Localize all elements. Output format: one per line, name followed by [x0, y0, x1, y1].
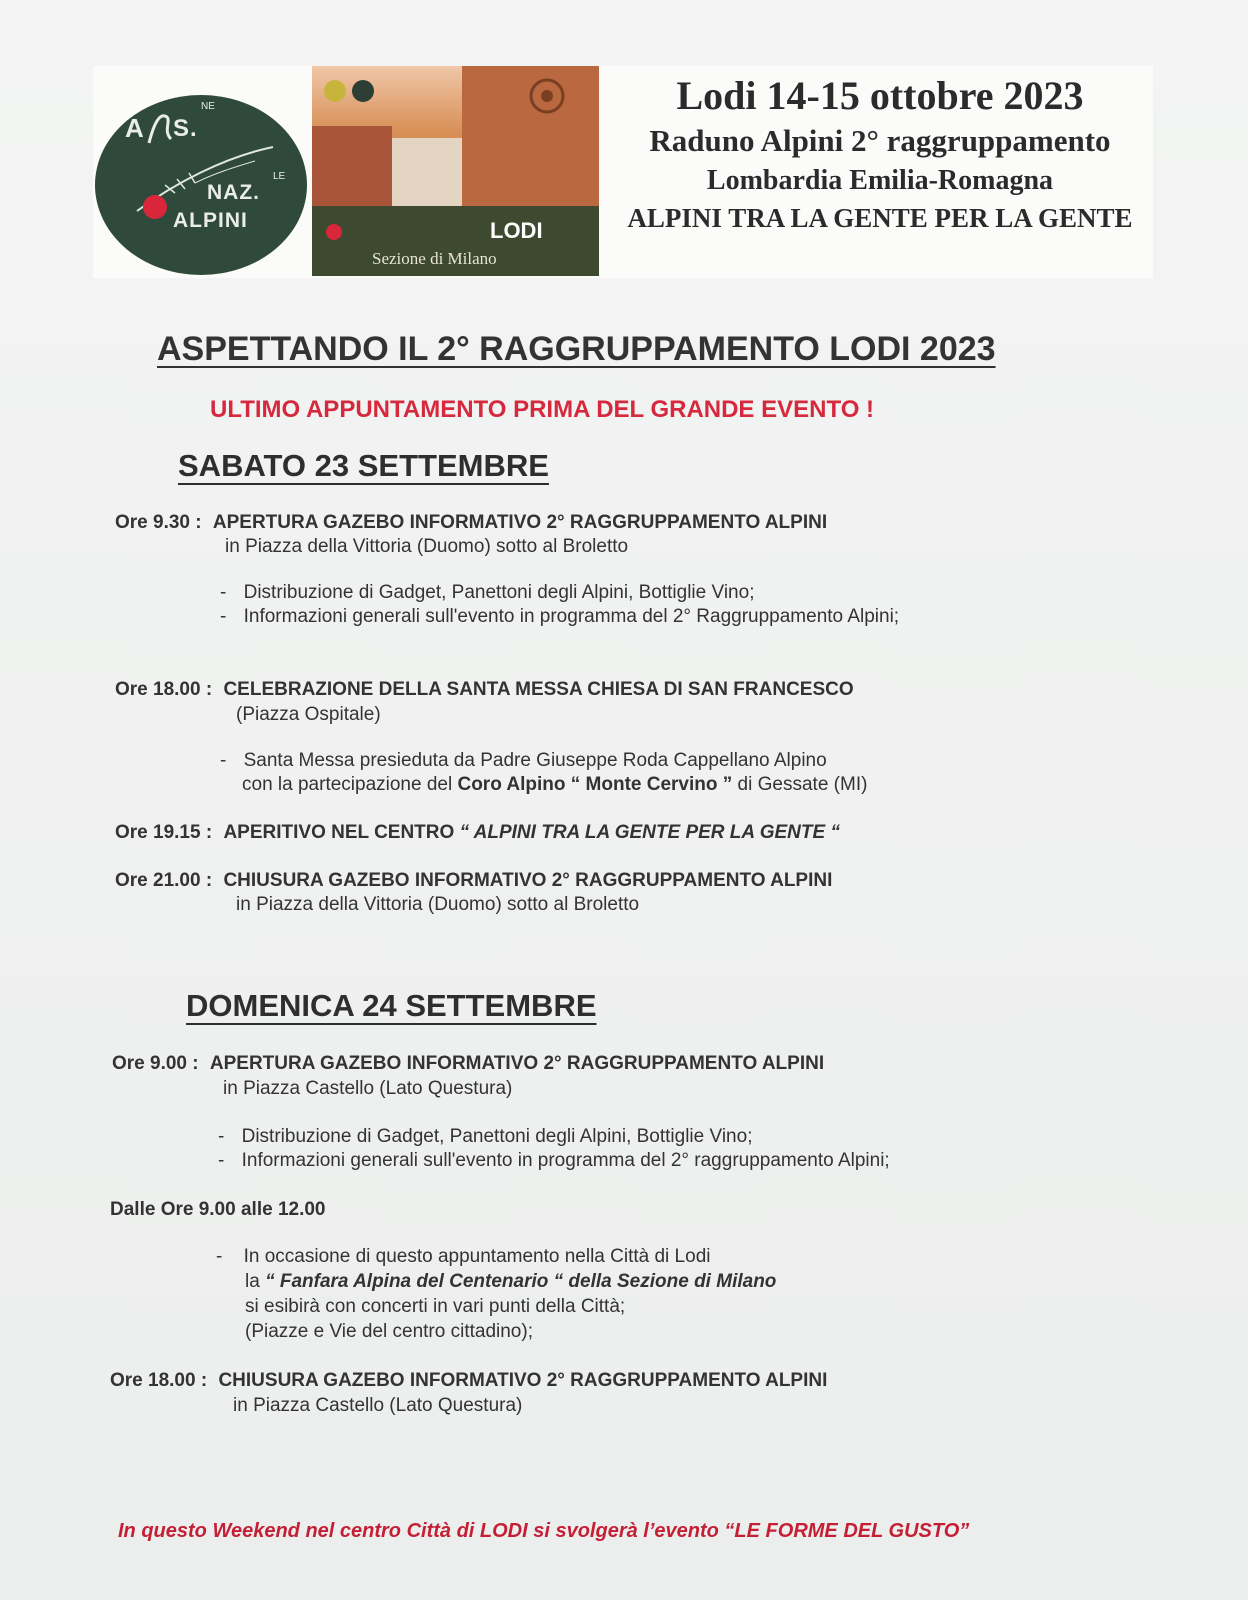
sat-e2-bullet1 — [220, 750, 827, 772]
logo-text-a: A — [125, 113, 145, 143]
sun-e1-bullet2 — [218, 1150, 890, 1172]
logo-text-naz: NAZ. — [207, 181, 260, 204]
event-poster — [312, 66, 599, 276]
bullet-text: Santa Messa presieduta da Padre Giuseppe Roda Cappellano Alpino — [243, 750, 827, 771]
bullet-text: Distribuzione di Gadget, Panettoni degli Alpini, Bottiglie Vino; — [243, 582, 755, 603]
sat-e3-time: Ore 19.15 : — [115, 822, 213, 843]
header-text — [600, 66, 1160, 234]
sat-e1-title: APERTURA GAZEBO INFORMATIVO 2° RAGGRUPPAMENTO ALPINI — [212, 512, 828, 533]
poster-building-left — [312, 126, 392, 206]
bullet-text-c: di Gessate (MI) — [732, 774, 868, 795]
poster-section: Sezione di Milano — [372, 249, 497, 268]
sun-e1-bullet1 — [218, 1126, 752, 1148]
bullet-dash: - — [216, 1246, 223, 1267]
sun-e1-place: in Piazza Castello (Lato Questura) — [223, 1078, 513, 1099]
poster-badge-icon — [324, 80, 346, 102]
sun-e3-title: CHIUSURA GAZEBO INFORMATIVO 2° RAGGRUPPAMENTO ALPINI — [218, 1370, 828, 1391]
sun-e2-line3: si esibirà con concerti in vari punti della Città; — [245, 1296, 626, 1317]
fanfara-name: “ Fanfara Alpina del Centenario “ della Sezione di Milano — [265, 1271, 777, 1292]
sun-e3-place: in Piazza Castello (Lato Questura) — [233, 1395, 523, 1416]
bullet-text: Informazioni generali sull'evento in programma del 2° raggruppamento Alpini; — [241, 1150, 890, 1171]
sat-e1-row — [115, 512, 827, 534]
rose-window-icon — [527, 76, 567, 116]
sat-e1-bullet1 — [220, 582, 754, 604]
sat-e1-time: Ore 9.30 : — [115, 512, 202, 533]
bullet-text: Distribuzione di Gadget, Panettoni degli Alpini, Bottiglie Vino; — [241, 1126, 753, 1147]
poster-emblem-icon — [352, 80, 374, 102]
sat-e1-bullet2 — [220, 606, 899, 628]
ana-logo — [95, 95, 307, 275]
event-regions: Lombardia Emilia-Romagna — [706, 165, 1054, 196]
sat-e3-motto: “ ALPINI TRA LA GENTE PER LA GENTE “ — [459, 822, 840, 843]
sat-e4-place: in Piazza della Vittoria (Duomo) sotto al Broletto — [236, 894, 640, 915]
saturday-heading: SABATO 23 SETTEMBRE — [178, 448, 549, 483]
line-text-a: la — [245, 1271, 266, 1292]
page-title: ASPETTANDO IL 2° RAGGRUPPAMENTO LODI 2023 — [157, 330, 996, 368]
bullet-text: In occasione di questo appuntamento nella Città di Lodi — [243, 1246, 711, 1267]
sun-e2-line1 — [216, 1246, 710, 1268]
sat-e2-time: Ore 18.00 : — [115, 679, 213, 700]
page-subtitle: ULTIMO APPUNTAMENTO PRIMA DEL GRANDE EVENTO ! — [210, 396, 875, 423]
footer-note: In questo Weekend nel centro Città di LODI si svolgerà l’evento “LE FORME DEL GUSTO” — [118, 1520, 970, 1542]
bullet-text: Informazioni generali sull'evento in programma del 2° Raggruppamento Alpini; — [243, 606, 900, 627]
sat-e2-title: CELEBRAZIONE DELLA SANTA MESSA CHIESA DI SAN FRANCESCO — [223, 679, 854, 700]
sat-e2-bullet2 — [242, 774, 867, 796]
event-motto: ALPINI TRA LA GENTE PER LA GENTE — [627, 203, 1133, 233]
poster-building-arcade — [392, 138, 462, 206]
poster-red-dot — [326, 224, 342, 240]
event-date: Lodi 14-15 ottobre 2023 — [676, 73, 1084, 118]
sun-e3-time: Ore 18.00 : — [110, 1370, 208, 1391]
sun-e1-time: Ore 9.00 : — [112, 1053, 199, 1074]
sat-e4-title: CHIUSURA GAZEBO INFORMATIVO 2° RAGGRUPPAMENTO ALPINI — [223, 870, 833, 891]
sunday-heading: DOMENICA 24 SETTEMBRE — [186, 988, 597, 1023]
sun-e2-line2 — [245, 1271, 776, 1293]
logo-text-s: S. — [173, 115, 198, 142]
sat-e4-row — [115, 870, 832, 892]
sat-e2-row — [115, 679, 854, 701]
logo-text-alpini: ALPINI — [173, 209, 248, 232]
logo-red-dot — [143, 195, 167, 219]
sat-e4-time: Ore 21.00 : — [115, 870, 213, 891]
sat-e3-row — [115, 822, 840, 844]
bullet-dash: - — [220, 582, 227, 603]
poster-city: LODI — [490, 218, 543, 243]
bullet-dash: - — [218, 1150, 225, 1171]
logo-sup-ne: NE — [201, 101, 215, 112]
sat-e1-place: in Piazza della Vittoria (Duomo) sotto al Broletto — [225, 536, 629, 557]
sun-e1-row — [112, 1053, 824, 1075]
choir-name: Coro Alpino “ Monte Cervino ” — [457, 774, 733, 795]
logo-sup-le: LE — [273, 171, 286, 182]
bullet-dash: - — [220, 750, 227, 771]
sun-e2-line4: (Piazze e Vie del centro cittadino); — [245, 1321, 533, 1342]
bullet-dash: - — [220, 606, 227, 627]
sun-e1-title: APERTURA GAZEBO INFORMATIVO 2° RAGGRUPPAMENTO ALPINI — [209, 1053, 825, 1074]
sun-e2-time: Dalle Ore 9.00 alle 12.00 — [110, 1199, 326, 1220]
bullet-text-a: con la partecipazione del — [242, 774, 458, 795]
event-name: Raduno Alpini 2° raggruppamento — [649, 123, 1111, 158]
sun-e3-row — [110, 1370, 827, 1392]
bullet-dash: - — [218, 1126, 225, 1147]
sat-e3-title: APERITIVO NEL CENTRO — [223, 822, 460, 843]
sat-e2-place: (Piazza Ospitale) — [236, 704, 381, 725]
